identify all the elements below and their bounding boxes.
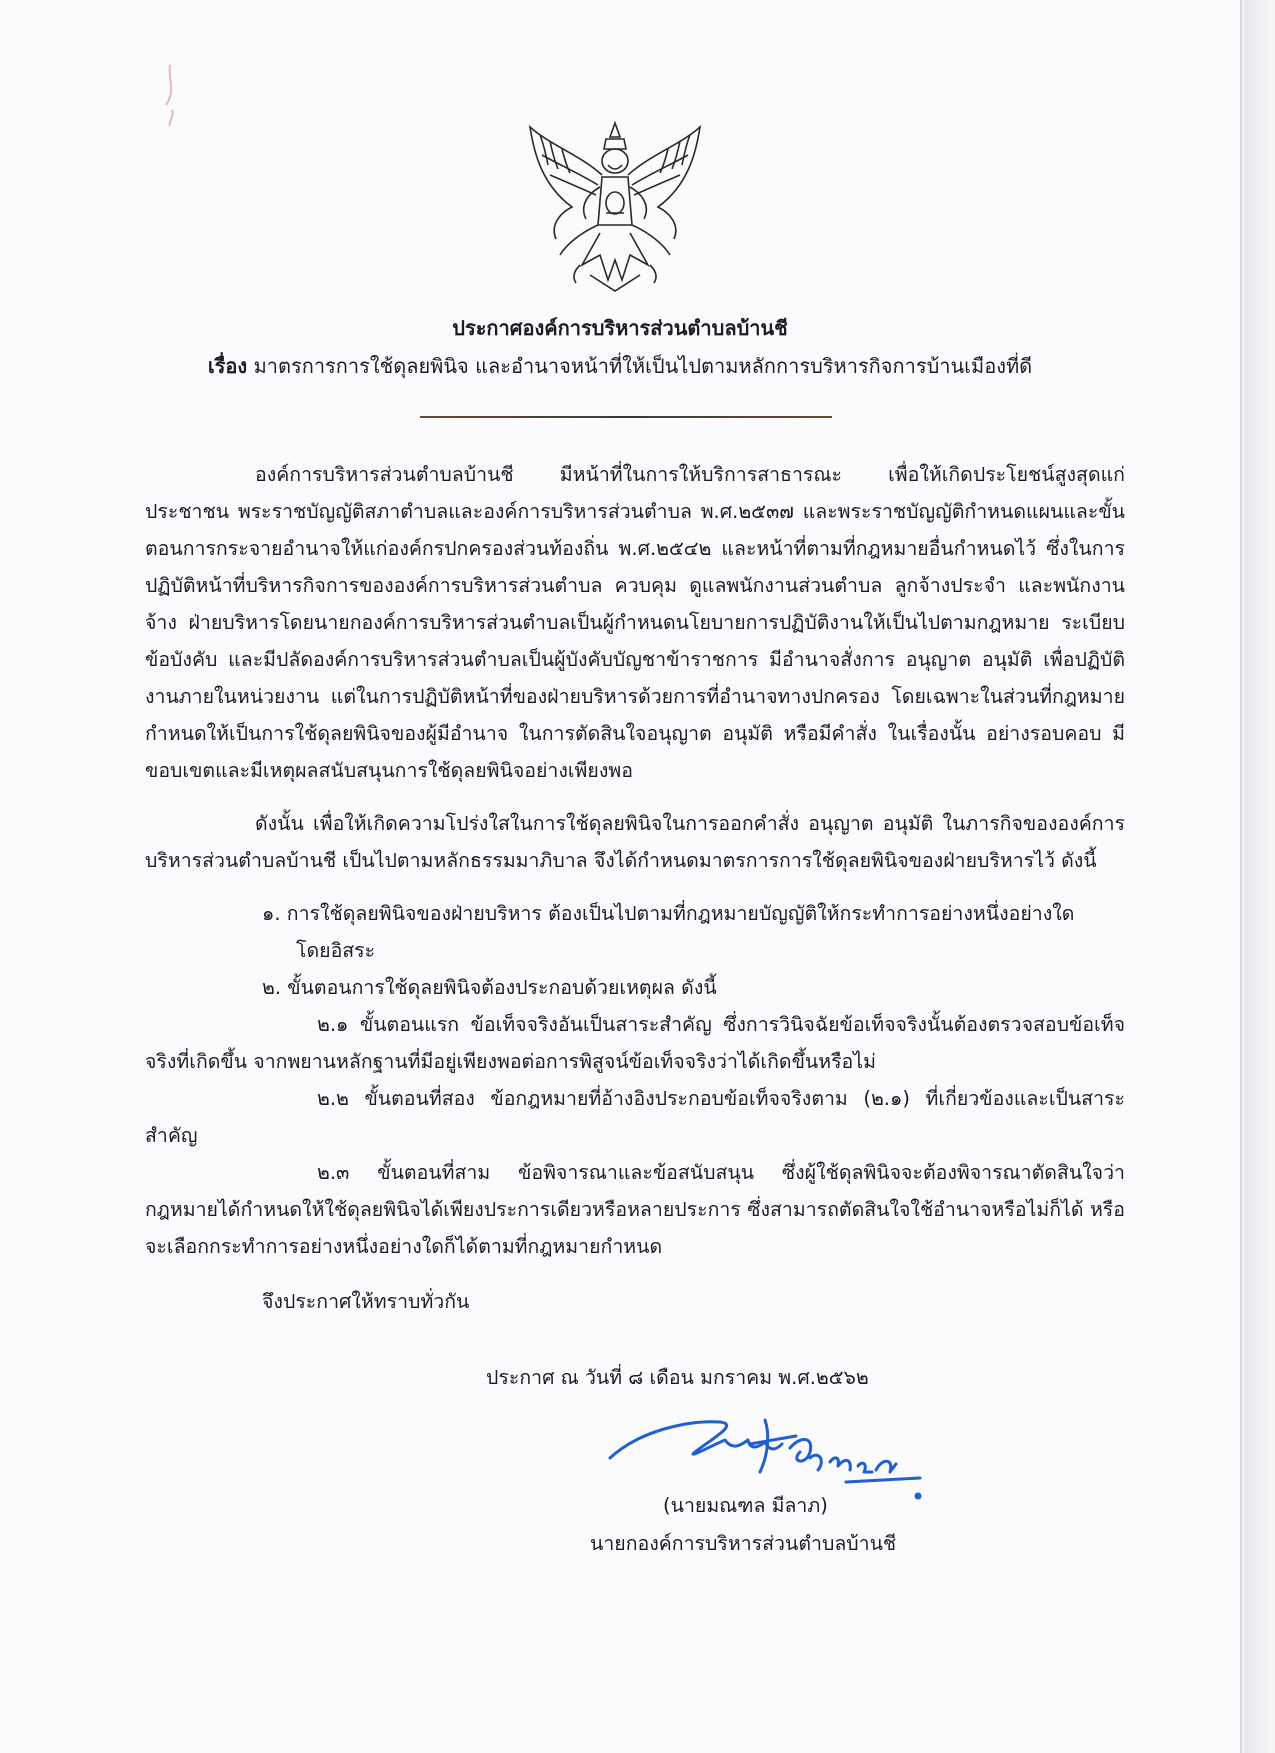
announcement-date: ประกาศ ณ วันที่ ๘ เดือน มกราคม พ.ศ.๒๕๖๒	[486, 1366, 869, 1389]
subject-text: มาตรการการใช้ดุลยพินิจ และอำนาจหน้าที่ให้เป็นไปตามหลักการบริหารกิจการบ้านเมืองที่ดี	[253, 354, 1033, 378]
list-item-1	[262, 895, 1124, 969]
scan-edge	[1244, 0, 1275, 1753]
list-item-2: ๒. ขั้นตอนการใช้ดุลยพินิจต้องประกอบด้วยเหตุผล ดังนี้	[262, 976, 717, 999]
garuda-emblem-icon	[520, 115, 710, 300]
sub-item-2-3: ๒.๓ ขั้นตอนที่สาม ข้อพิจารณาและข้อสนับสนุน ซึ่งผู้ใช้ดุลพินิจจะต้องพิจารณาตัดสินใจว่ากฎหมายได้กำหนดให้ใช้ดุลยพินิจได้เพียงประการเดียวหรือหลายประการ ซึ่งสามารถตัดสินใจใช้อำนาจหรือไม่ก็ได้ หรือจะเลือกกระทำการอย่างหนึ่งอย่างใดก็ได้ตามที่กฎหมายกำหนด	[145, 1161, 1125, 1258]
signer-position: นายกองค์การบริหารส่วนตำบลบ้านชี	[590, 1532, 897, 1555]
sub-item-2-1: ๒.๑ ขั้นตอนแรก ข้อเท็จจริงอันเป็นสาระสำคัญ ซึ่งการวินิจฉัยข้อเท็จจริงนั้นต้องตรวจสอบข้อเท็จจริงที่เกิดขึ้น จากพยานหลักฐานที่มีอยู่เพียงพอต่อการพิสูจน์ข้อเท็จจริงว่าได้เกิดขึ้นหรือไม่	[145, 1013, 1125, 1073]
red-stain-mark	[150, 60, 190, 130]
subject-label: เรื่อง	[207, 354, 248, 378]
paragraph-2: ดังนั้น เพื่อให้เกิดความโปร่งใสในการใช้ดุลยพินิจในการออกคำสั่ง อนุญาต อนุมัติ ในภารกิจขององค์การบริหารส่วนตำบลบ้านชี เป็นไปตามหลักธรรมมาภิบาล จึงได้กำหนดมาตรการการใช้ดุลยพินิจของฝ่ายบริหารไว้ ดังนี้	[145, 812, 1125, 872]
list-item-1-line2: โดยอิสระ	[296, 939, 376, 962]
signer-name: (นายมณฑล มีลาภ)	[663, 1494, 828, 1517]
list-item-1-line1: ๑. การใช้ดุลยพินิจของฝ่ายบริหาร ต้องเป็นไปตามที่กฎหมายบัญญัติให้กระทำการอย่างหนึ่งอย่างใด	[262, 902, 1075, 925]
closing-statement: จึงประกาศให้ทราบทั่วกัน	[262, 1290, 470, 1313]
title-divider	[420, 416, 832, 418]
document-subject	[0, 350, 1240, 382]
paragraph-1: องค์การบริหารส่วนตำบลบ้านชี มีหน้าที่ในการให้บริการสาธารณะ เพื่อให้เกิดประโยชน์สูงสุดแก่ประชาชน พระราชบัญญัติสภาตำบลและองค์การบริหารส่วนตำบล พ.ศ.๒๕๓๗ และพระราชบัญญัติกำหนดแผนและขั้นตอนการกระจายอำนาจให้แก่องค์กรปกครองส่วนท้องถิ่น พ.ศ.๒๕๔๒ และหน้าที่ตามที่กฎหมายอื่นกำหนดไว้ ซึ่งในการปฏิบัติหน้าที่บริหารกิจการขององค์การบริหารส่วนตำบล ควบคุม ดูแลพนักงานส่วนตำบล ลูกจ้างประจำ และพนักงานจ้าง ฝ่ายบริหารโดยนายกองค์การบริหารส่วนตำบลเป็นผู้กำหนดนโยบายการปฏิบัติงานให้เป็นไปตามกฎหมาย ระเบียบ ข้อบังคับ และมีปลัดองค์การบริหารส่วนตำบลเป็นผู้บังคับบัญชาข้าราชการ มีอำนาจสั่งการ อนุญาต อนุมัติ เพื่อปฏิบัติงานภายในหน่วยงาน แต่ในการปฏิบัติหน้าที่ของฝ่ายบริหารด้วยการที่อำนาจทางปกครอง โดยเฉพาะในส่วนที่กฎหมายกำหนดให้เป็นการใช้ดุลยพินิจของผู้มีอำนาจ ในการตัดสินใจอนุญาต อนุมัติ หรือมีคำสั่ง ในเรื่องนั้น อย่างรอบคอบ มีขอบเขตและมีเหตุผลสนับสนุนการใช้ดุลยพินิจอย่างเพียงพอ	[145, 463, 1125, 782]
sub-item-2-2: ๒.๒ ขั้นตอนที่สอง ข้อกฎหมายที่อ้างอิงประกอบข้อเท็จจริงตาม (๒.๑) ที่เกี่ยวข้องและเป็นสาระสำคัญ	[145, 1087, 1125, 1147]
document-title: ประกาศองค์การบริหารส่วนตำบลบ้านชี	[452, 316, 788, 340]
